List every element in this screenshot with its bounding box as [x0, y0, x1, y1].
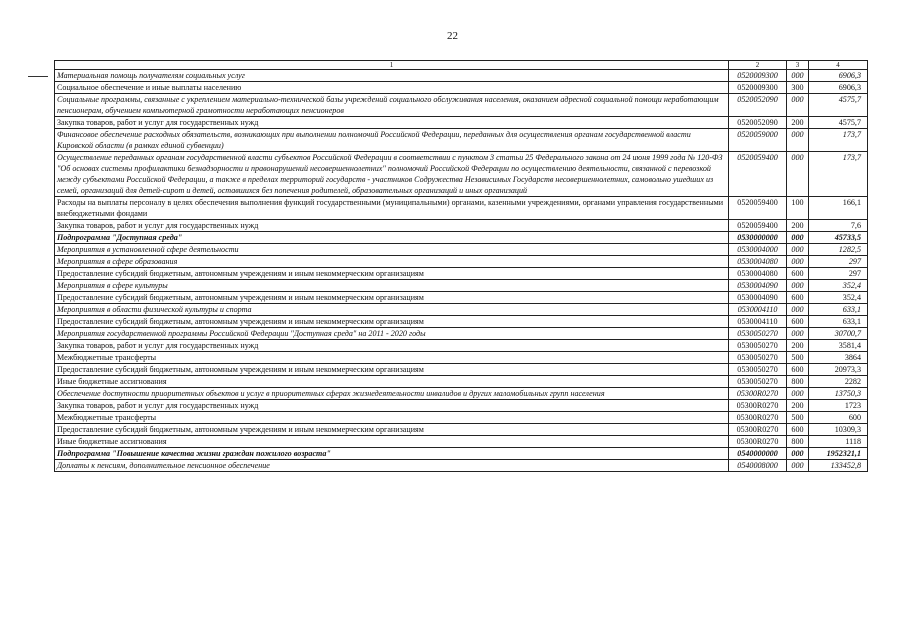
code-cell: 05300R0270: [729, 424, 787, 436]
sum-cell: 133452,8: [809, 460, 868, 472]
code-cell: 05300R0270: [729, 388, 787, 400]
table-row: [55, 328, 868, 340]
name-cell: Материальная помощь получателям социальных услуг: [55, 70, 729, 82]
sum-cell: 4575,7: [809, 94, 868, 117]
code-cell: 0520009300: [729, 70, 787, 82]
sum-cell: 173,7: [809, 152, 868, 197]
code-cell: 05300R0270: [729, 400, 787, 412]
type-cell: 000: [787, 328, 809, 340]
sum-cell: 297: [809, 256, 868, 268]
name-cell: Подпрограмма "Доступная среда": [55, 232, 729, 244]
code-cell: 05300R0270: [729, 436, 787, 448]
type-cell: 000: [787, 280, 809, 292]
name-cell: Предоставление субсидий бюджетным, автономным учреждениям и иным некоммерческим организациям: [55, 292, 729, 304]
name-cell: Доплаты к пенсиям, дополнительное пенсионное обеспечение: [55, 460, 729, 472]
header-cell: 2: [729, 61, 787, 70]
code-cell: 0530004110: [729, 316, 787, 328]
table-row: [55, 400, 868, 412]
table-row: [55, 376, 868, 388]
name-cell: Предоставление субсидий бюджетным, автономным учреждениям и иным некоммерческим организациям: [55, 424, 729, 436]
sum-cell: 352,4: [809, 292, 868, 304]
budget-table: [54, 60, 868, 472]
name-cell: Мероприятия в сфере культуры: [55, 280, 729, 292]
type-cell: 600: [787, 292, 809, 304]
code-cell: 0530000000: [729, 232, 787, 244]
sum-cell: 1723: [809, 400, 868, 412]
type-cell: 000: [787, 152, 809, 197]
code-cell: 0530004080: [729, 256, 787, 268]
type-cell: 600: [787, 316, 809, 328]
code-cell: 0520059000: [729, 129, 787, 152]
type-cell: 200: [787, 220, 809, 232]
table-row: [55, 117, 868, 129]
sum-cell: 633,1: [809, 316, 868, 328]
type-cell: 000: [787, 244, 809, 256]
table-row: [55, 412, 868, 424]
code-cell: 0530050270: [729, 352, 787, 364]
name-cell: Социальное обеспечение и иные выплаты населению: [55, 82, 729, 94]
type-cell: 200: [787, 340, 809, 352]
type-cell: 000: [787, 448, 809, 460]
table-row: [55, 436, 868, 448]
header-cell: 1: [55, 61, 729, 70]
sum-cell: 1118: [809, 436, 868, 448]
name-cell: Осуществление переданных органам государственной власти субъектов Российской Федерации в соответствии с пунктом 3 статьи 25 Федерального закона от 24 июня 1999 года № 120-ФЗ "Об основах системы профилактики безнадзорности и правонарушений несовершеннолетних" полномочий Российской Федерации по осуществлению деятельности, связанной с перевозкой между субъектами Российской Федерации, а также в пределах территорий государств - участников Содружества Независимых Государств несовершеннолетних, самовольно ушедших из семей, организаций для детей-сирот и детей, оставшихся без попечения родителей, образовательных организаций и иных организаций: [55, 152, 729, 197]
name-cell: Социальные программы, связанные с укреплением материально-технической базы учреждений социального обслуживания населения, оказанием адресной социальной помощи неработающим пенсионерам, обучением компьютерной грамотности неработающих пенсионеров: [55, 94, 729, 117]
type-cell: 800: [787, 376, 809, 388]
sum-cell: 3581,4: [809, 340, 868, 352]
sum-cell: 1952321,1: [809, 448, 868, 460]
table-row: [55, 388, 868, 400]
type-cell: 600: [787, 364, 809, 376]
name-cell: Финансовое обеспечение расходных обязательств, возникающих при выполнении полномочий Российской Федерации, переданных для осуществления органам государственной власти Кировской области (в рамках единой субвенции): [55, 129, 729, 152]
table-row: [55, 340, 868, 352]
type-cell: 300: [787, 82, 809, 94]
table-row: [55, 460, 868, 472]
table-row: [55, 256, 868, 268]
sum-cell: 30700,7: [809, 328, 868, 340]
type-cell: 500: [787, 412, 809, 424]
type-cell: 000: [787, 70, 809, 82]
name-cell: Закупка товаров, работ и услуг для государственных нужд: [55, 220, 729, 232]
margin-mark: [28, 76, 48, 77]
type-cell: 500: [787, 352, 809, 364]
sum-cell: 13750,3: [809, 388, 868, 400]
name-cell: Иные бюджетные ассигнования: [55, 376, 729, 388]
type-cell: 100: [787, 197, 809, 220]
sum-cell: 7,6: [809, 220, 868, 232]
sum-cell: 352,4: [809, 280, 868, 292]
table-row: [55, 129, 868, 152]
sum-cell: 6906,3: [809, 70, 868, 82]
sum-cell: 4575,7: [809, 117, 868, 129]
code-cell: 05300R0270: [729, 412, 787, 424]
table-row: [55, 424, 868, 436]
table-row: [55, 152, 868, 197]
code-cell: 0530050270: [729, 340, 787, 352]
header-cell: 3: [787, 61, 809, 70]
name-cell: Закупка товаров, работ и услуг для государственных нужд: [55, 340, 729, 352]
code-cell: 0520052090: [729, 94, 787, 117]
code-cell: 0520059400: [729, 152, 787, 197]
code-cell: 0530050270: [729, 364, 787, 376]
code-cell: 0520052090: [729, 117, 787, 129]
name-cell: Иные бюджетные ассигнования: [55, 436, 729, 448]
sum-cell: 633,1: [809, 304, 868, 316]
type-cell: 000: [787, 129, 809, 152]
code-cell: 0530004090: [729, 280, 787, 292]
type-cell: 000: [787, 304, 809, 316]
name-cell: Мероприятия в области физической культуры и спорта: [55, 304, 729, 316]
code-cell: 0520059400: [729, 220, 787, 232]
sum-cell: 45733,5: [809, 232, 868, 244]
table-row: [55, 448, 868, 460]
code-cell: 0530050270: [729, 376, 787, 388]
name-cell: Подпрограмма "Повышение качества жизни граждан пожилого возраста": [55, 448, 729, 460]
name-cell: Мероприятия в установленной сфере деятельности: [55, 244, 729, 256]
table-row: [55, 280, 868, 292]
type-cell: 800: [787, 436, 809, 448]
name-cell: Предоставление субсидий бюджетным, автономным учреждениям и иным некоммерческим организациям: [55, 316, 729, 328]
code-cell: 0530004090: [729, 292, 787, 304]
type-cell: 600: [787, 424, 809, 436]
sum-cell: 2282: [809, 376, 868, 388]
sum-cell: 3864: [809, 352, 868, 364]
name-cell: Предоставление субсидий бюджетным, автономным учреждениям и иным некоммерческим организациям: [55, 268, 729, 280]
code-cell: 0540008000: [729, 460, 787, 472]
sum-cell: 20973,3: [809, 364, 868, 376]
code-cell: 0520009300: [729, 82, 787, 94]
type-cell: 200: [787, 117, 809, 129]
sum-cell: 6906,3: [809, 82, 868, 94]
type-cell: 600: [787, 268, 809, 280]
type-cell: 000: [787, 94, 809, 117]
table-row: [55, 244, 868, 256]
code-cell: 0520059400: [729, 197, 787, 220]
table-row: [55, 220, 868, 232]
code-cell: 0530004110: [729, 304, 787, 316]
code-cell: 0530004000: [729, 244, 787, 256]
type-cell: 000: [787, 460, 809, 472]
table-row: [55, 304, 868, 316]
page-number: 22: [447, 30, 458, 42]
code-cell: 0530004080: [729, 268, 787, 280]
table-row: [55, 70, 868, 82]
name-cell: Предоставление субсидий бюджетным, автономным учреждениям и иным некоммерческим организациям: [55, 364, 729, 376]
sum-cell: 600: [809, 412, 868, 424]
sum-cell: 10309,3: [809, 424, 868, 436]
table-row: [55, 292, 868, 304]
sum-cell: 1282,5: [809, 244, 868, 256]
sum-cell: 166,1: [809, 197, 868, 220]
table-row: [55, 94, 868, 117]
table-row: [55, 197, 868, 220]
header-cell: 4: [809, 61, 868, 70]
name-cell: Расходы на выплаты персоналу в целях обеспечения выполнения функций государственными (муниципальными) органами, казенными учреждениями, органами управления государственными внебюджетными фондами: [55, 197, 729, 220]
name-cell: Обеспечение доступности приоритетных объектов и услуг в приоритетных сферах жизнедеятельности инвалидов и других маломобильных групп населения: [55, 388, 729, 400]
code-cell: 0530050270: [729, 328, 787, 340]
table-row: [55, 352, 868, 364]
name-cell: Закупка товаров, работ и услуг для государственных нужд: [55, 117, 729, 129]
type-cell: 000: [787, 256, 809, 268]
code-cell: 0540000000: [729, 448, 787, 460]
table-header-row: [55, 61, 868, 70]
table-row: [55, 232, 868, 244]
type-cell: 200: [787, 400, 809, 412]
sum-cell: 173,7: [809, 129, 868, 152]
name-cell: Мероприятия государственной программы Российской Федерации "Доступная среда" на 2011 - 2020 годы: [55, 328, 729, 340]
sum-cell: 297: [809, 268, 868, 280]
table-row: [55, 316, 868, 328]
type-cell: 000: [787, 388, 809, 400]
type-cell: 000: [787, 232, 809, 244]
table-row: [55, 82, 868, 94]
table-row: [55, 268, 868, 280]
name-cell: Межбюджетные трансферты: [55, 412, 729, 424]
name-cell: Межбюджетные трансферты: [55, 352, 729, 364]
table-row: [55, 364, 868, 376]
name-cell: Мероприятия в сфере образования: [55, 256, 729, 268]
name-cell: Закупка товаров, работ и услуг для государственных нужд: [55, 400, 729, 412]
